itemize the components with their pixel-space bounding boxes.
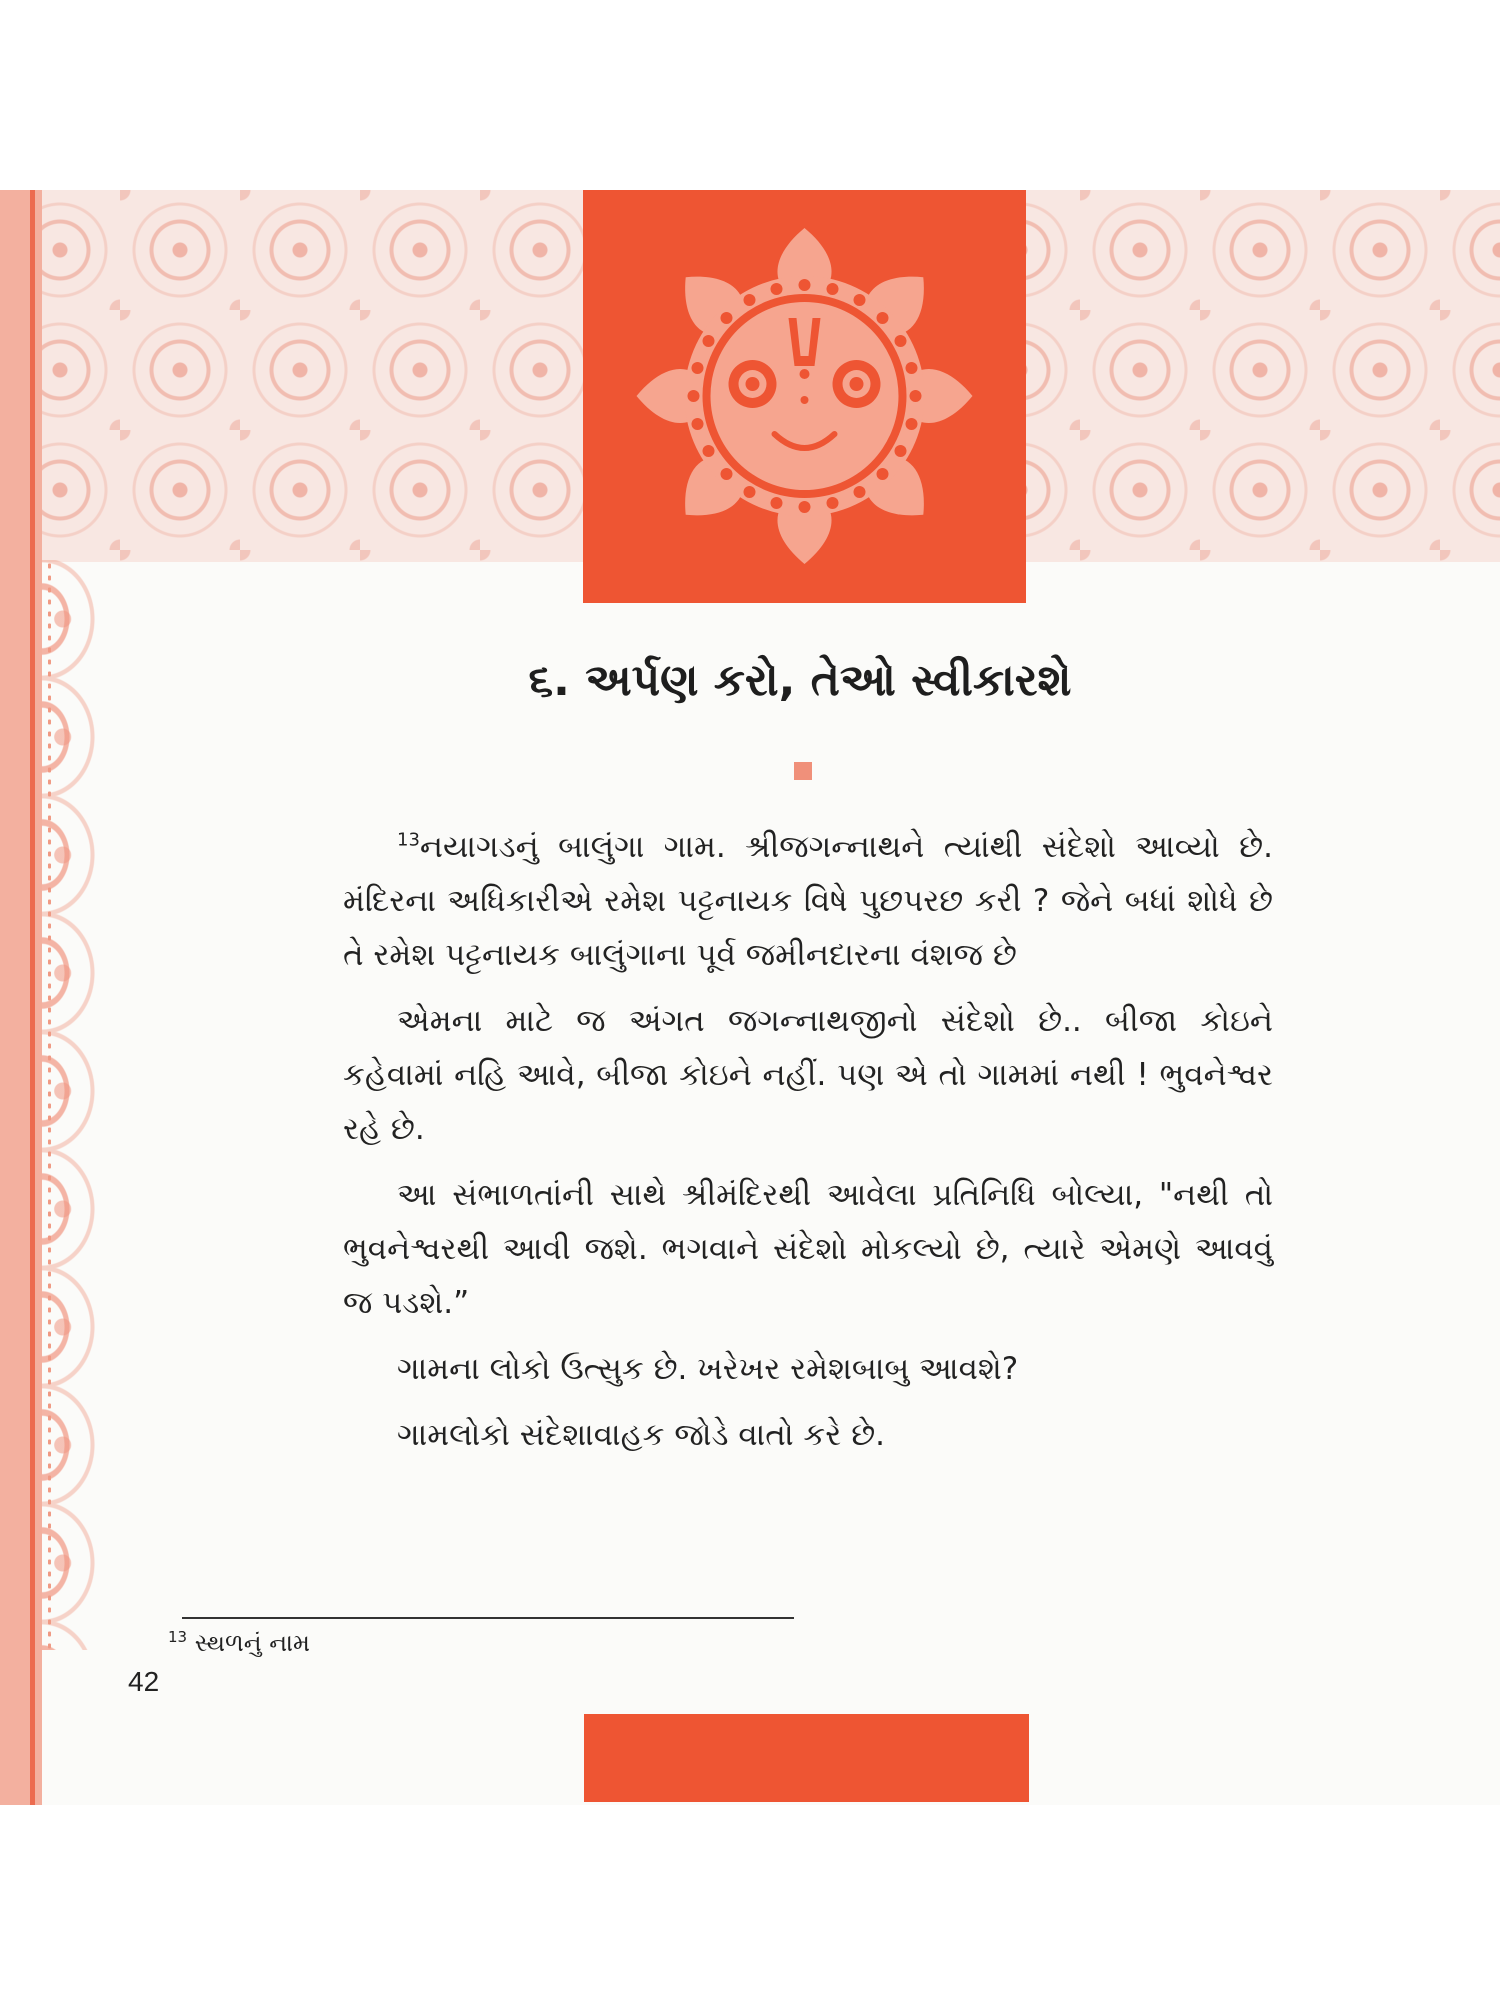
paragraph <box>343 820 1273 982</box>
bottom-accent-bar <box>584 1714 1029 1802</box>
paragraph <box>343 1408 1273 1462</box>
footnote-rule <box>182 1617 794 1619</box>
paragraph-text: ગામલોકો સંદેશાવાહક જોડે વાતો કરે છે. <box>397 1417 886 1453</box>
chapter-emblem-box <box>583 190 1026 603</box>
left-dotted-line <box>48 560 51 1650</box>
body-text <box>343 820 1273 1474</box>
chapter-title: ૬. અર્પણ કરો, તેઓ સ્વીકારશે <box>528 655 1072 706</box>
paragraph-text: નયાગડનું બાલુંગા ગામ. શ્રીજગન્નાથને ત્યાંથી સંદેશો આવ્યો છે. મંદિરના અધિકારીએ રમેશ પટ્ટનાયક વિષે પુછપરછ કરી ? જેને બધાં શોધે છે તે રમેશ પટ્ટનાયક બાલુંગાના પૂર્વ જમીનદારના વંશજ છે <box>343 829 1273 973</box>
left-ornamental-motif <box>42 560 157 1650</box>
jagannath-face-lotus-icon <box>583 190 1026 603</box>
footnote <box>168 1628 768 1657</box>
paragraph <box>343 1168 1273 1330</box>
left-border-strip <box>0 190 42 1805</box>
footnote-number: 13 <box>168 1628 188 1646</box>
footnote-ref: 13 <box>397 829 420 851</box>
footnote-text: સ્થળનું નામ <box>194 1629 310 1657</box>
page-number: 42 <box>128 1666 160 1697</box>
paragraph <box>343 1342 1273 1396</box>
paragraph <box>343 994 1273 1156</box>
paragraph-text: એમના માટે જ અંગત જગન્નાથજીનો સંદેશો છે.. બીજા કોઇને કહેવામાં નહિ આવે, બીજા કોઇને નહીં. પણ એ તો ગામમાં નથી ! ભુવનેશ્વર રહે છે. <box>343 1003 1273 1147</box>
paragraph-text: ગામના લોકો ઉત્સુક છે. ખરેખર રમેશબાબુ આવશે? <box>397 1351 1019 1387</box>
title-divider-square <box>794 762 812 780</box>
paragraph-text: આ સંભાળતાંની સાથે શ્રીમંદિરથી આવેલા પ્રતિનિધિ બોલ્યા, "નથી તો ભુવનેશ્વરથી આવી જશે. ભગવાને સંદેશો મોકલ્યો છે, ત્યારે એમણે આવવું જ પડશે.” <box>343 1177 1273 1321</box>
